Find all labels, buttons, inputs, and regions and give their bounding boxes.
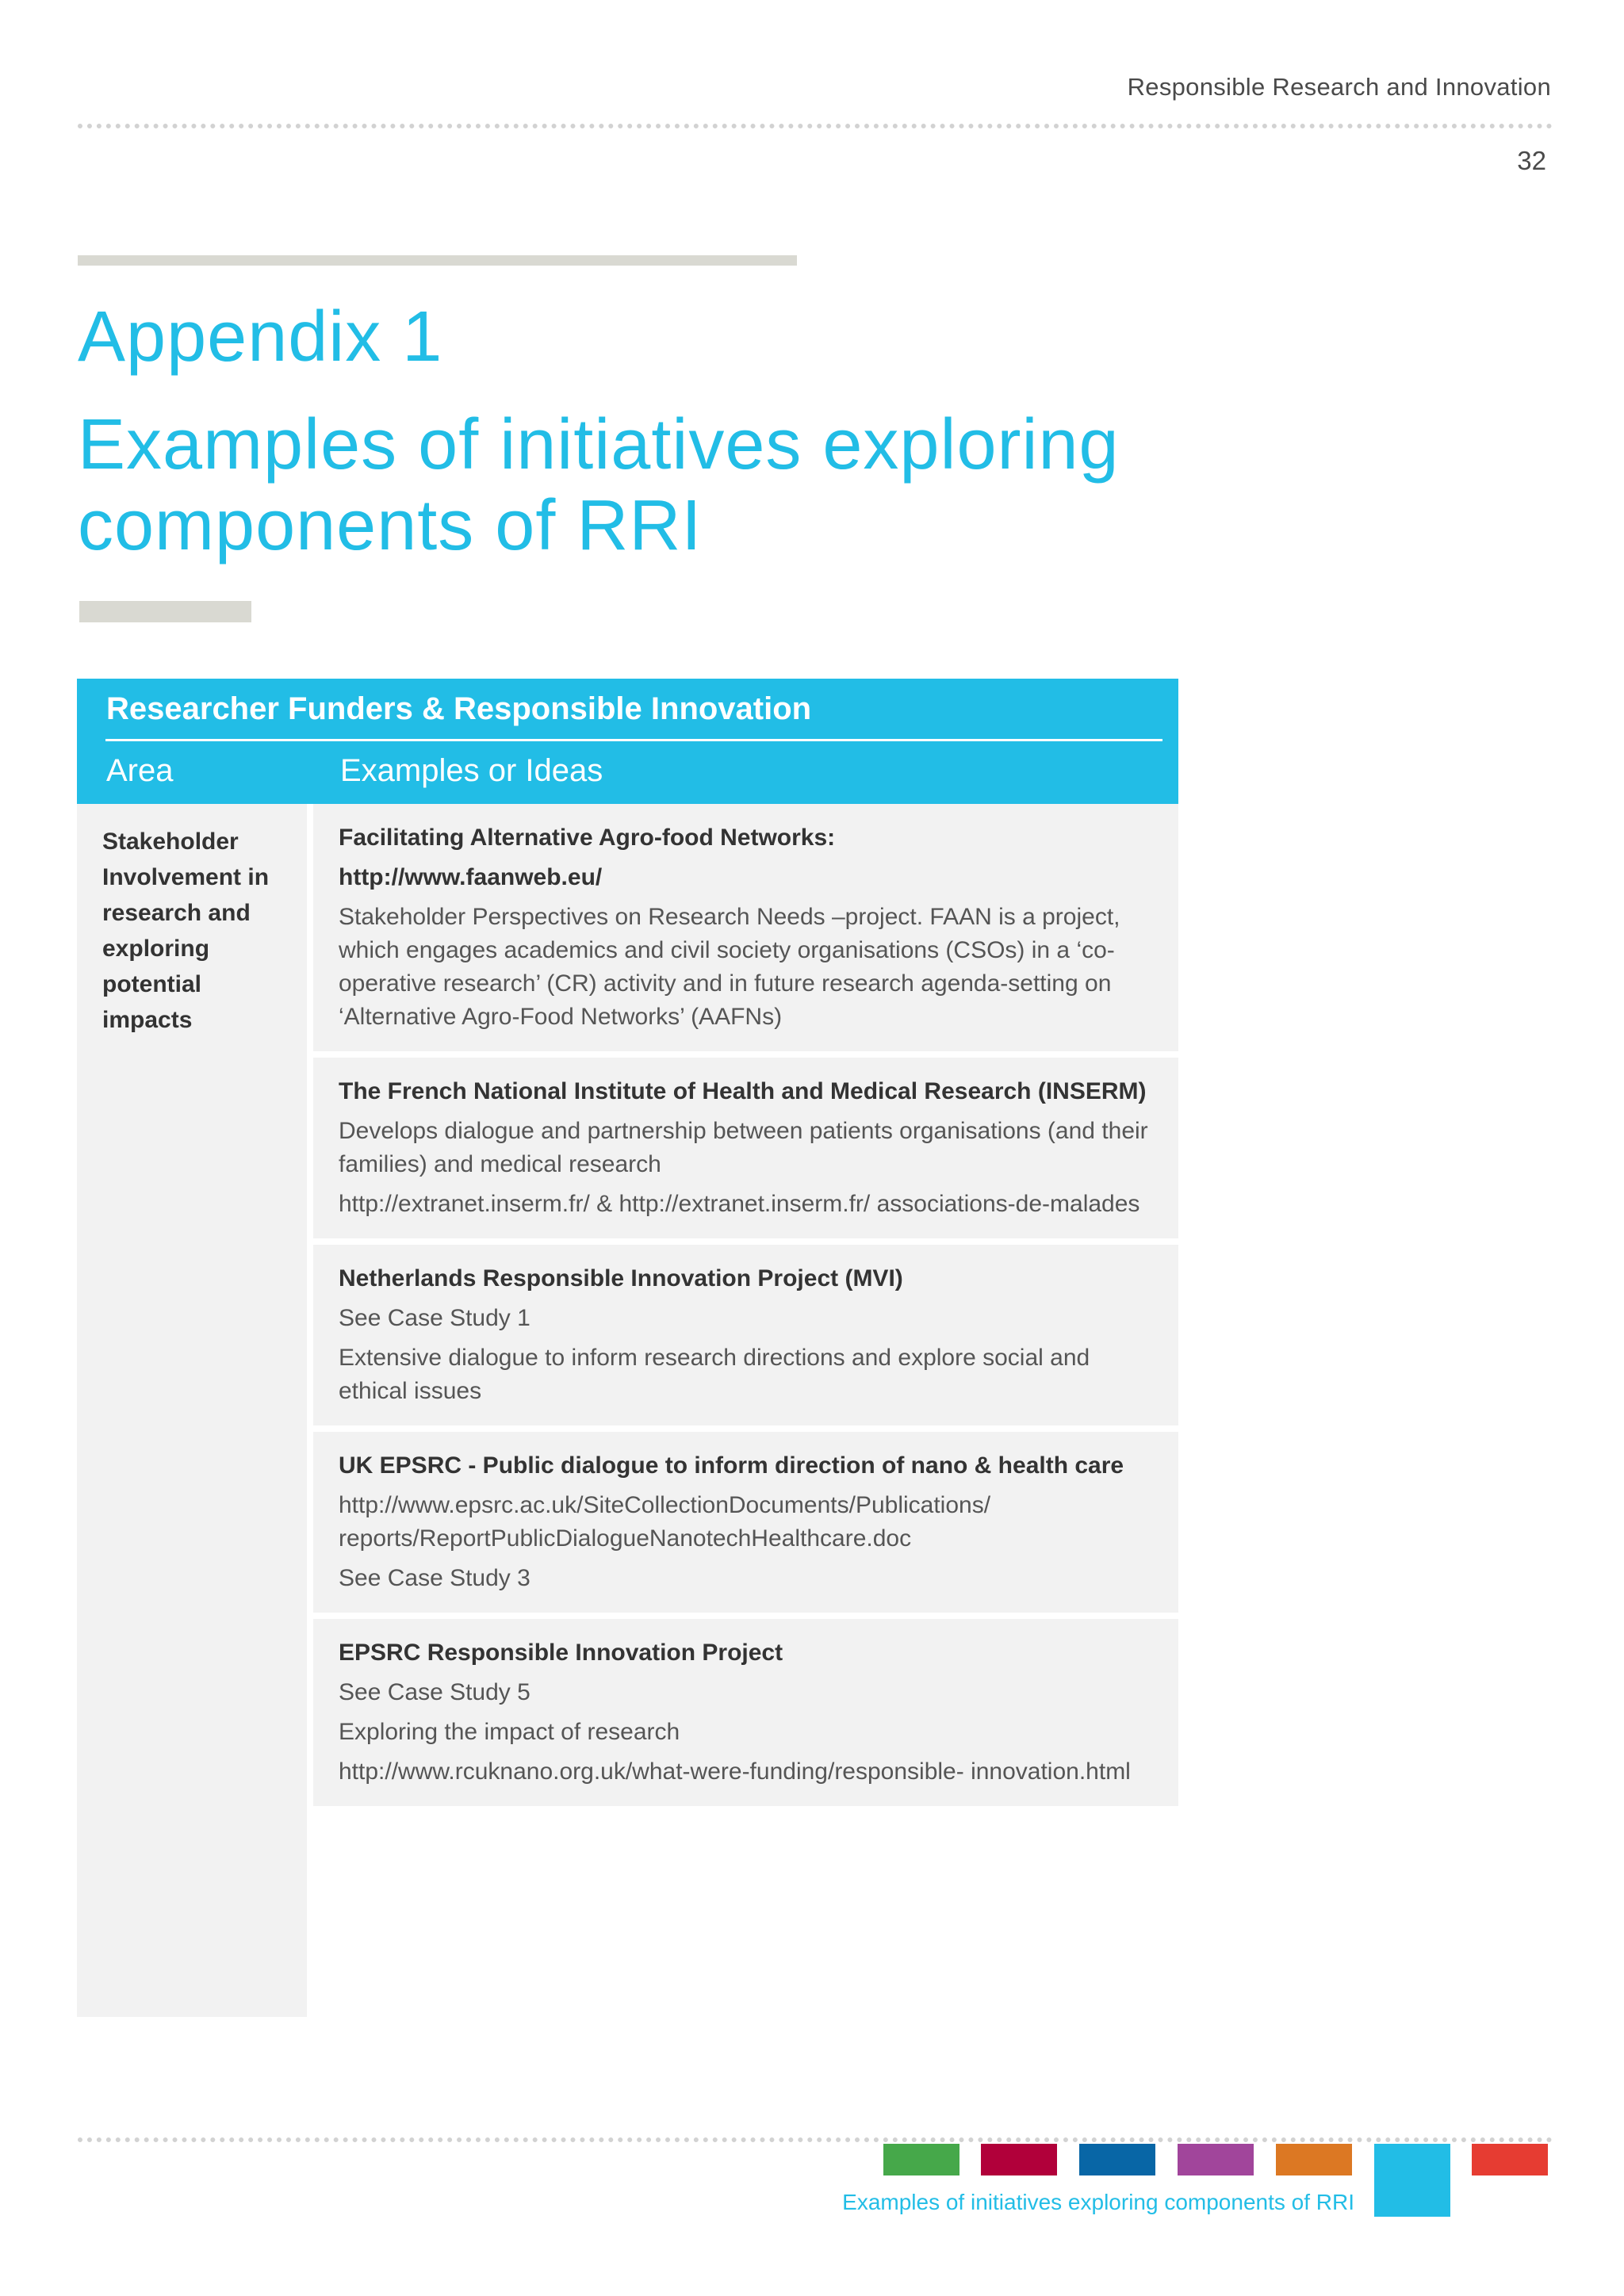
page-number: 32 <box>1517 146 1546 175</box>
column-header-examples: Examples or Ideas <box>340 753 603 788</box>
example-title: EPSRC Responsible Innovation Project <box>339 1640 783 1666</box>
example-title: UK EPSRC - Public dialogue to inform direction of nano & health care <box>339 1452 1124 1479</box>
example-link[interactable]: http://www.epsrc.ac.uk/SiteCollectionDocuments/Publications/ reports/ReportPublicDialogueNanotechHealthcare.doc <box>339 1492 991 1552</box>
table-header-rule <box>105 739 1162 741</box>
example-link[interactable]: http://extranet.inserm.fr/ & http://extranet.inserm.fr/ associations-de-malades <box>339 1191 1140 1217</box>
short-rule <box>79 601 251 622</box>
example-item <box>313 1245 1178 1425</box>
header-divider <box>78 124 1553 128</box>
running-title: Responsible Research and Innovation <box>1127 73 1551 101</box>
example-title: Netherlands Responsible Innovation Project (MVI) <box>339 1265 903 1292</box>
example-link[interactable]: http://www.faanweb.eu/ <box>339 864 603 890</box>
example-item <box>313 1619 1178 1806</box>
example-description: Stakeholder Perspectives on Research Needs –project. FAAN is a project, which engages academics and civil society organisations (CSOs) in a ‘co-operative research’ (CR) activity and in future research agenda-setting on ‘Alternative Agro-Food Networks’ (AAFNs) <box>339 904 1120 1030</box>
table-title: Researcher Funders & Responsible Innovation <box>106 691 812 726</box>
area-cell: Stakeholder Involvement in research and exploring potential impacts <box>77 804 307 2017</box>
initiatives-table <box>77 679 1178 2017</box>
column-header-area: Area <box>106 753 174 788</box>
footer-divider <box>78 2137 1553 2142</box>
example-title: Facilitating Alternative Agro-food Networks: <box>339 825 836 851</box>
color-swatch <box>883 2144 959 2175</box>
title-rule <box>78 255 797 266</box>
example-item <box>313 1058 1178 1238</box>
example-description: Extensive dialogue to inform research directions and explore social and ethical issues <box>339 1345 1090 1404</box>
footer-caption: Examples of initiatives exploring components of RRI <box>842 2190 1354 2214</box>
example-case-study: See Case Study 1 <box>339 1305 530 1331</box>
example-title: The French National Institute of Health and Medical Research (INSERM) <box>339 1078 1147 1104</box>
example-case-study: See Case Study 3 <box>339 1565 530 1591</box>
example-link[interactable]: http://www.rcuknano.org.uk/what-were-funding/responsible- innovation.html <box>339 1758 1131 1785</box>
color-swatch <box>1178 2144 1254 2175</box>
color-swatch <box>981 2144 1057 2175</box>
example-description: Develops dialogue and partnership between patients organisations (and their families) and medical research <box>339 1118 1148 1177</box>
color-swatch <box>1472 2144 1548 2175</box>
appendix-label: Appendix 1 <box>78 297 443 377</box>
table-body <box>77 804 1178 2017</box>
color-swatch <box>1079 2144 1155 2175</box>
color-swatch <box>1276 2144 1352 2175</box>
example-item <box>313 804 1178 1051</box>
page-title: Examples of initiatives exploring components of RRI <box>78 405 1120 565</box>
color-swatch-active <box>1374 2144 1450 2217</box>
example-description: Exploring the impact of research <box>339 1719 680 1745</box>
example-item <box>313 1432 1178 1613</box>
table-header <box>77 679 1178 804</box>
examples-column <box>313 804 1178 2017</box>
example-case-study: See Case Study 5 <box>339 1679 530 1705</box>
